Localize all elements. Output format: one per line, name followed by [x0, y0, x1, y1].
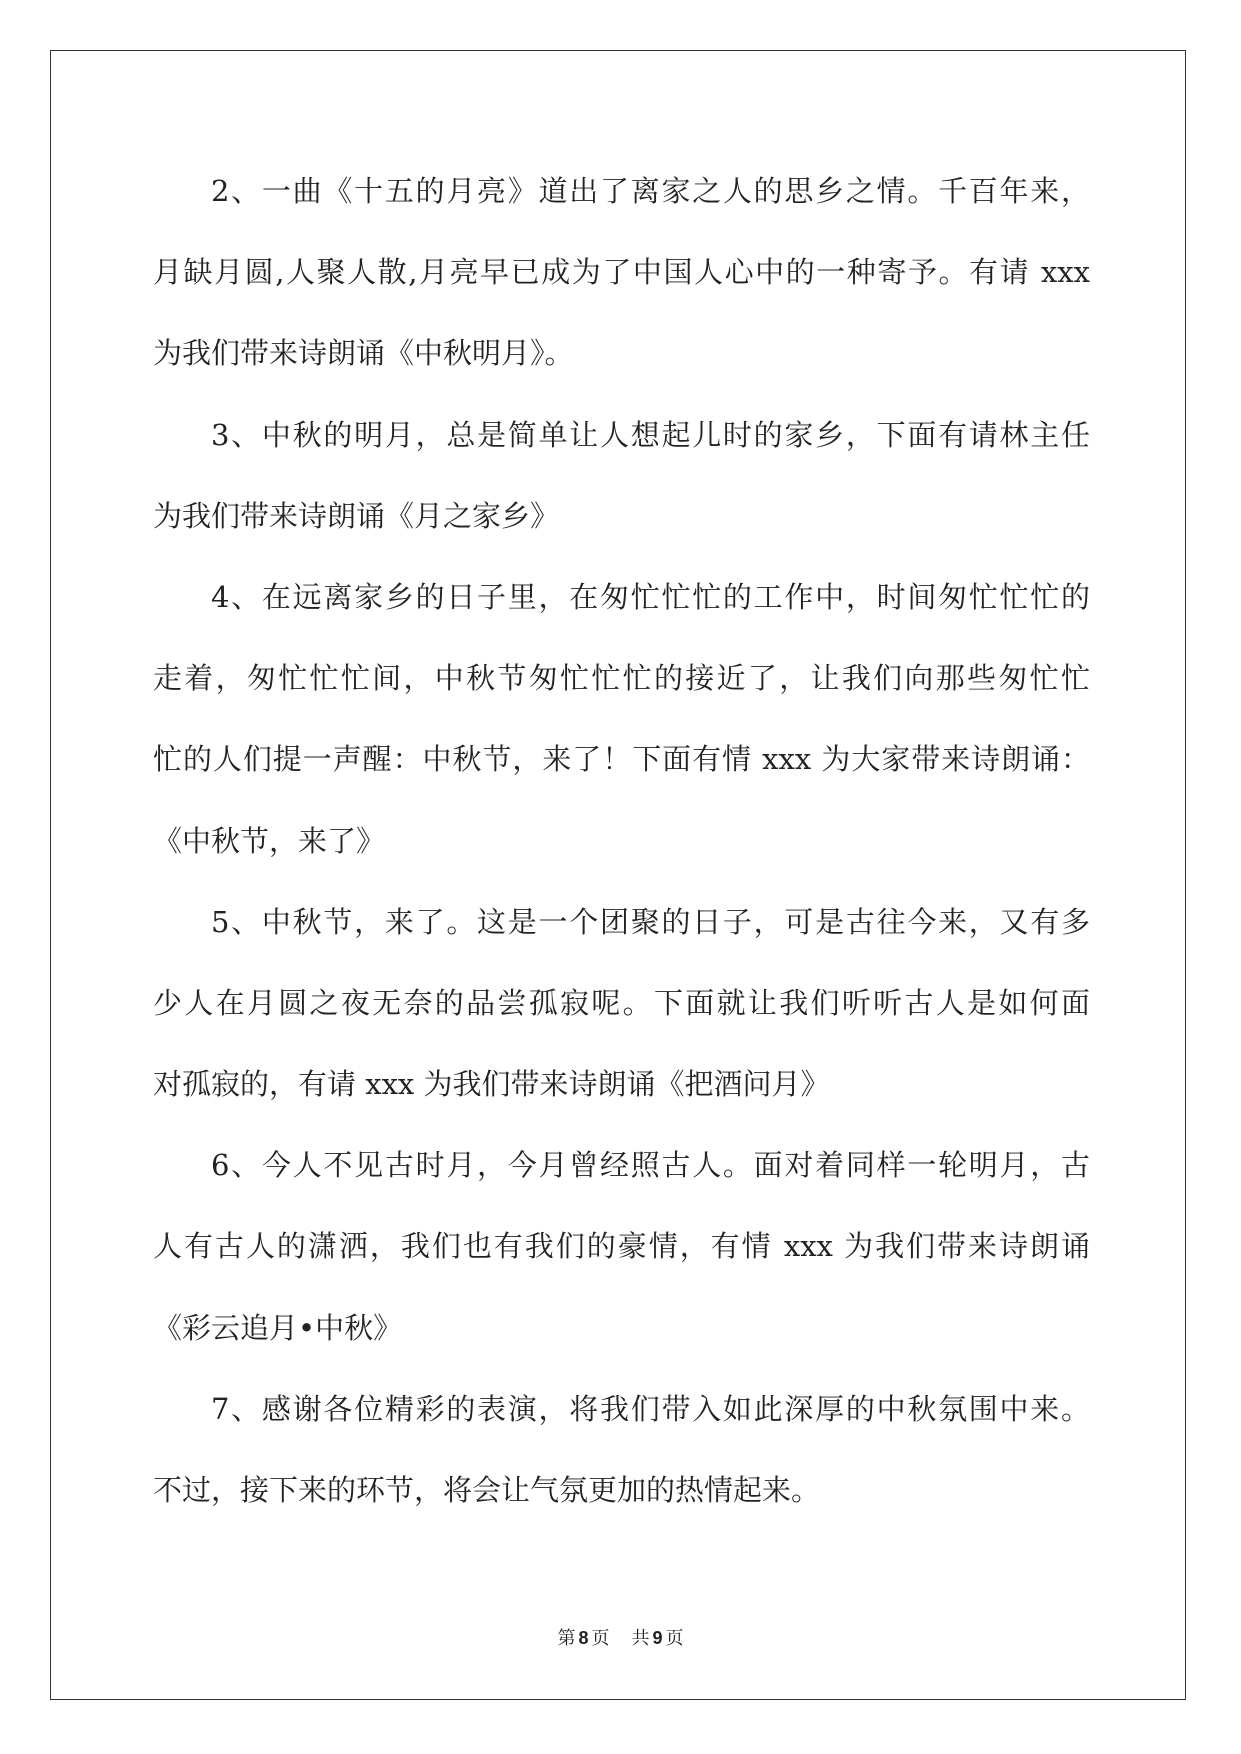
page-suffix: 页 [591, 1628, 610, 1649]
paragraph-line: 走着，匆忙忙忙间，中秋节匆忙忙忙的接近了，让我们向那些匆忙忙 [153, 661, 1090, 696]
paragraph-line: 少人在月圆之夜无奈的品尝孤寂呢。下面就让我们听听古人是如何面 [153, 985, 1090, 1020]
paragraph-line: 6、今人不见古时月，今月曾经照古人。面对着同样一轮明月，古 [211, 1148, 1090, 1183]
total-pages: 9 [652, 1628, 663, 1648]
paragraph-line: 4、在远离家乡的日子里，在匆忙忙忙的工作中，时间匆忙忙忙的 [211, 579, 1090, 614]
paragraph-line: 7、感谢各位精彩的表演，将我们带入如此深厚的中秋氛围中来。 [211, 1391, 1090, 1426]
paragraph-line: 月缺月圆,人聚人散,月亮早已成为了中国人心中的一种寄予。有请 xxx [153, 255, 1090, 290]
paragraph-line: 为我们带来诗朗诵《中秋明月》。 [153, 336, 574, 371]
paragraph-line: 5、中秋节，来了。这是一个团聚的日子，可是古往今来，又有多 [211, 904, 1090, 939]
total-prefix: 共 [631, 1628, 650, 1649]
total-suffix: 页 [665, 1628, 684, 1649]
paragraph-line: 《中秋节，来了》 [153, 823, 386, 858]
paragraph-3 [153, 395, 1090, 557]
page-prefix: 第 [557, 1628, 576, 1649]
paragraph-line: 2、一曲《十五的月亮》道出了离家之人的思乡之情。千百年来， [211, 174, 1090, 208]
paragraph-line: 人有古人的潇洒，我们也有我们的豪情，有情 xxx 为我们带来诗朗诵 [153, 1229, 1090, 1264]
total-pages-group [632, 1628, 684, 1649]
paragraph-line: 《彩云追月•中秋》 [153, 1310, 403, 1345]
paragraph-line: 对孤寂的，有请 xxx 为我们带来诗朗诵《把酒问月》 [153, 1067, 830, 1102]
paragraph-7 [153, 1369, 1090, 1531]
document-body [153, 151, 1090, 1531]
paragraph-line: 忙的人们提一声醒：中秋节，来了！下面有情 xxx 为大家带来诗朗诵： [153, 742, 1090, 777]
paragraph-2 [153, 151, 1090, 395]
paragraph-line: 不过，接下来的环节，将会让气氛更加的热情起来。 [153, 1473, 821, 1507]
page-footer [0, 1625, 1241, 1652]
paragraph-6 [153, 1125, 1090, 1369]
paragraph-5 [153, 882, 1090, 1126]
paragraph-line: 为我们带来诗朗诵《月之家乡》 [153, 498, 560, 533]
paragraph-4 [153, 557, 1090, 882]
paragraph-line: 3、中秋的明月，总是简单让人想起儿时的家乡，下面有请林主任 [211, 417, 1090, 452]
page-number: 8 [578, 1628, 589, 1648]
page-number-group [557, 1628, 609, 1649]
